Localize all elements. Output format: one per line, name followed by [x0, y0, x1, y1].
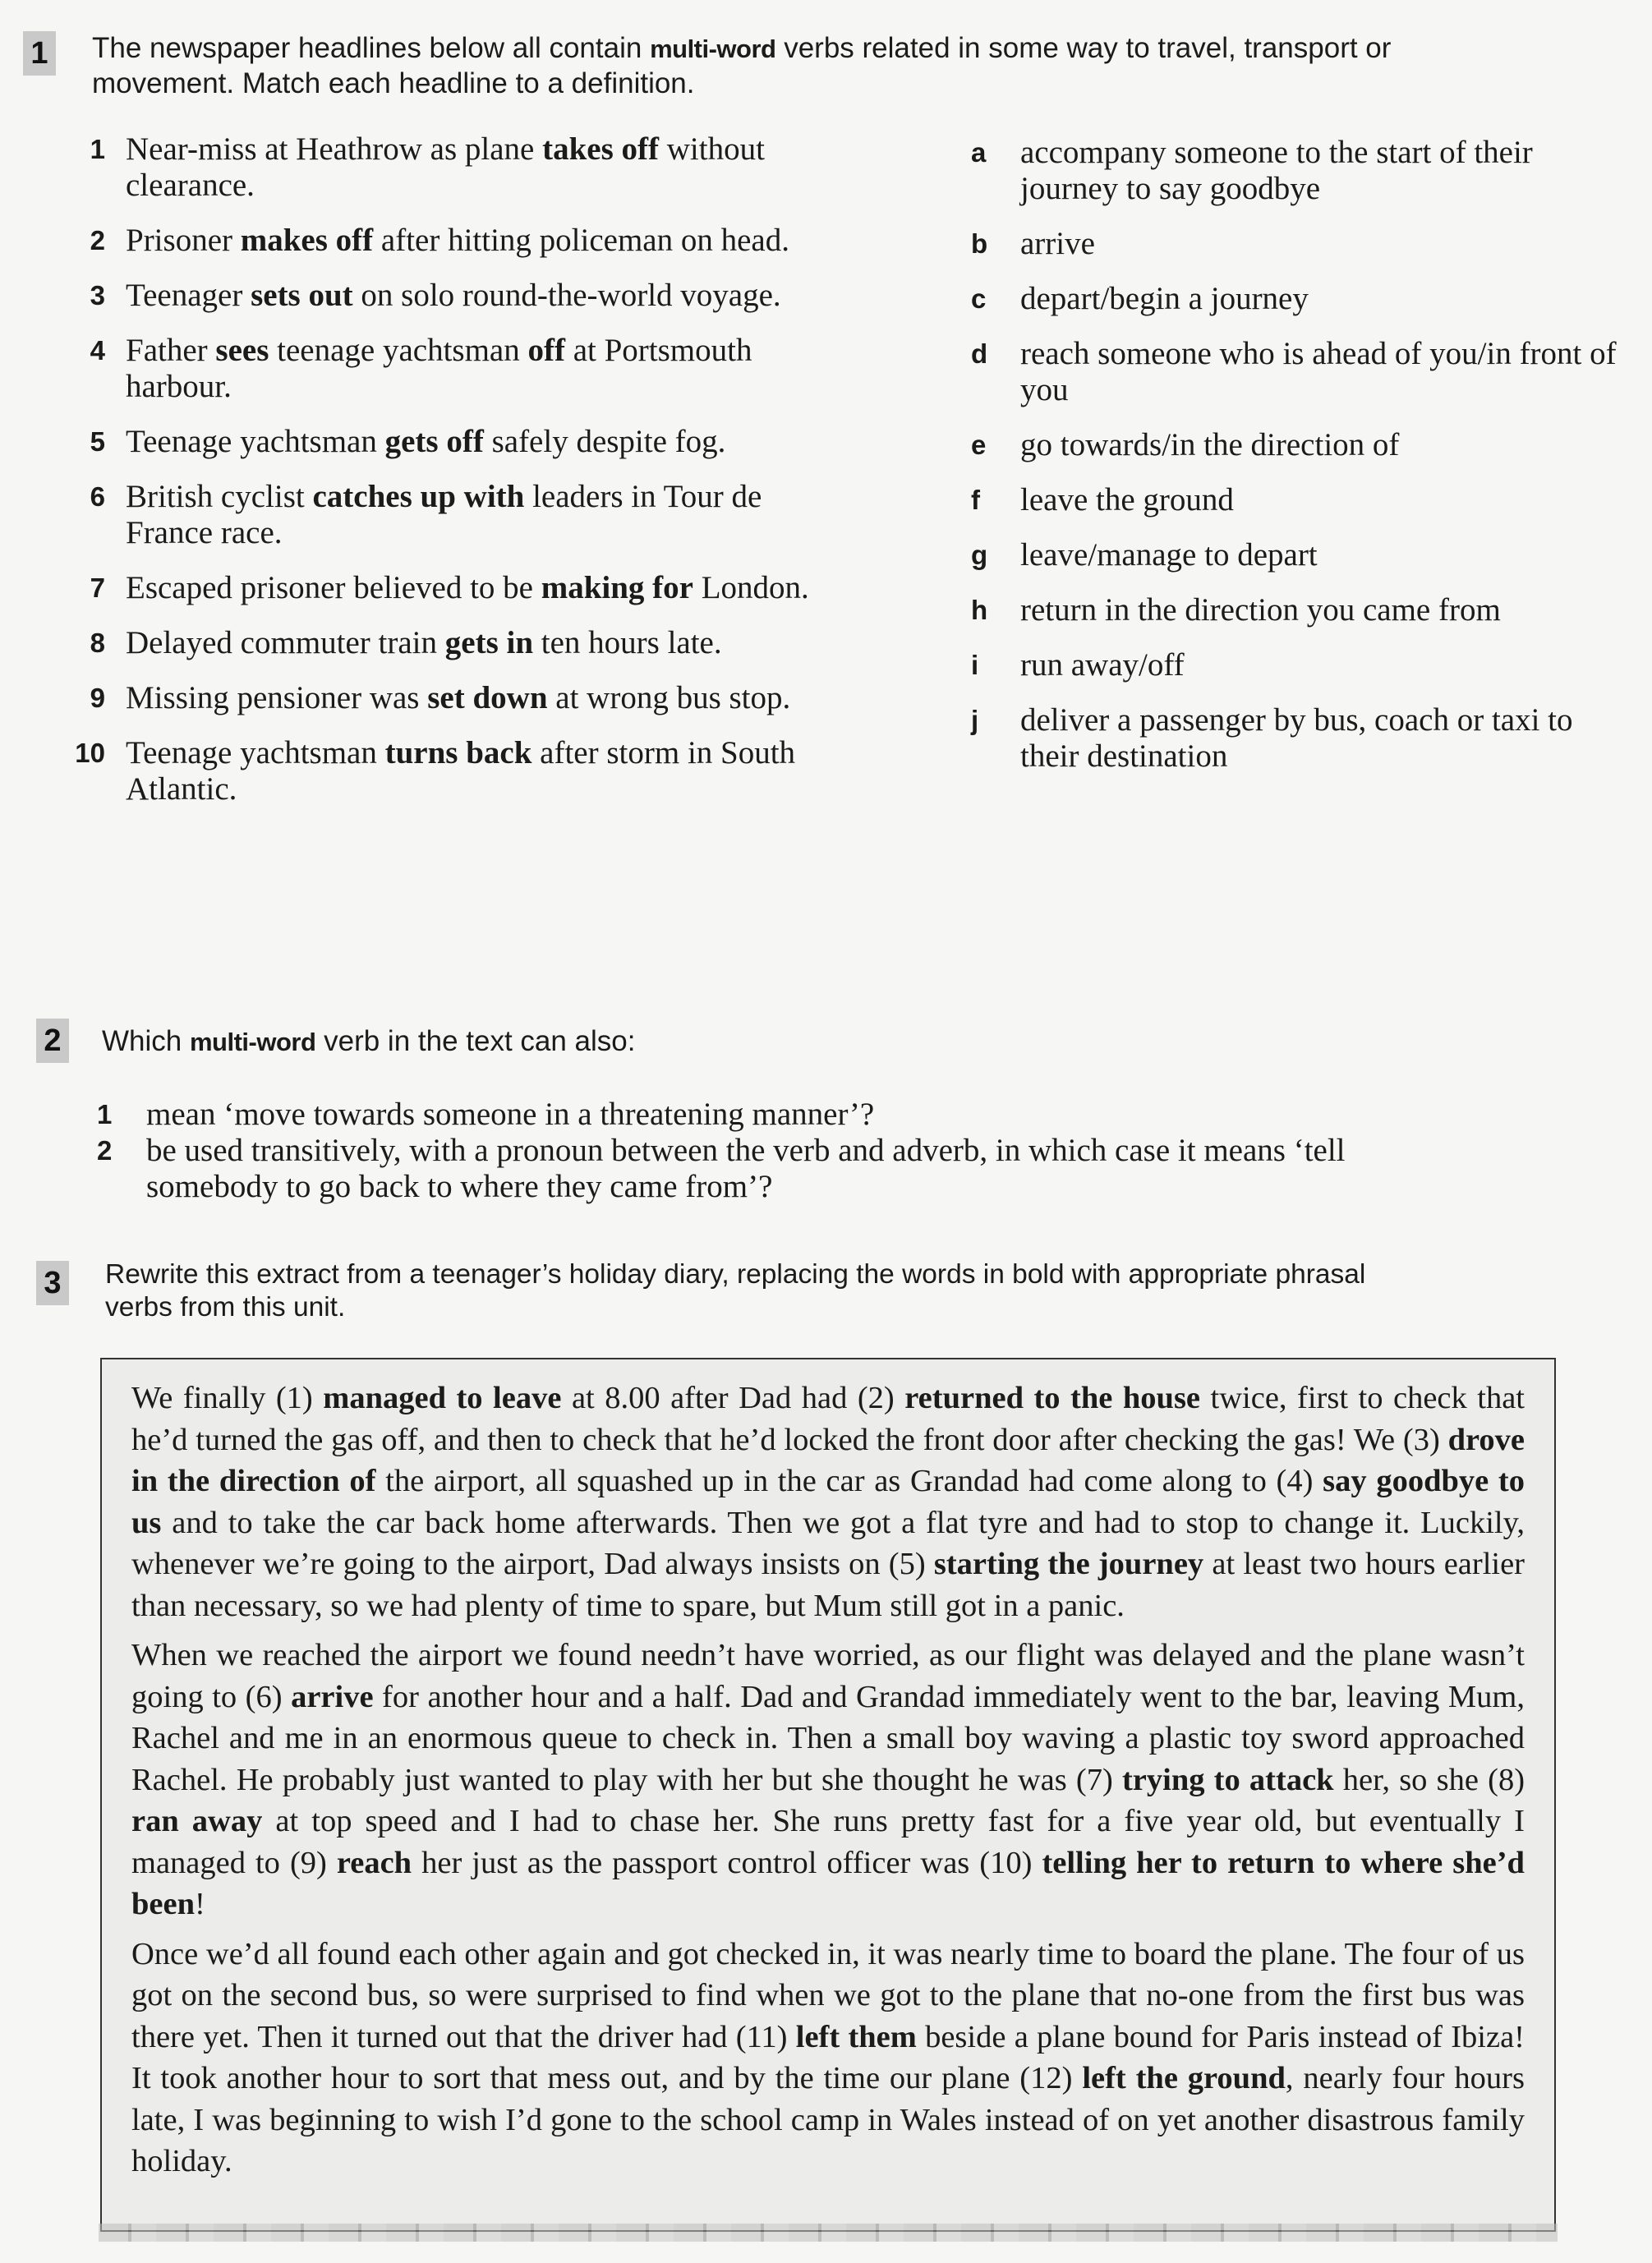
headline-verb: gets in — [444, 625, 534, 660]
definition-item — [971, 537, 1620, 573]
diary-bold-phrase: say goodbye to us — [131, 1464, 1525, 1540]
headline-text — [126, 625, 853, 661]
definition-text: return in the direction you came from — [1020, 592, 1501, 628]
diary-bold-phrase: reach — [336, 1845, 412, 1880]
definition-item — [971, 281, 1620, 317]
diary-text: the airport, all squashed up in the car as Grandad had come along to (4) — [375, 1464, 1323, 1498]
headline-number: 4 — [90, 335, 105, 366]
diary-text: at top speed and I had to chase her. She runs pretty fast for a five year old, but eventually I managed to (9) — [131, 1804, 1525, 1880]
headline-text-part: Teenage yachtsman — [126, 735, 385, 770]
exercise-3-instruction: Rewrite this extract from a teenager’s holiday diary, replacing the words in bold with appropriate phrasal verbs from this unit. — [105, 1259, 1366, 1322]
exercise-1-number: 1 — [23, 31, 56, 76]
question-text: be used transitively, with a pronoun between the verb and adverb, in which case it means ‘tell somebody to go back to where they came from’? — [146, 1133, 1346, 1204]
definition-text: arrive — [1020, 226, 1095, 261]
definition-letter: c — [971, 283, 987, 314]
headline-item — [64, 333, 853, 405]
diary-bold-phrase: left them — [795, 2019, 917, 2054]
diary-text: her just as the passport control officer was (10) — [412, 1845, 1042, 1880]
headline-text — [126, 278, 853, 314]
headline-number: 7 — [90, 573, 105, 603]
headline-list — [64, 131, 853, 826]
question-number: 1 — [97, 1099, 113, 1129]
headline-item — [64, 479, 853, 551]
definition-text: depart/begin a journey — [1020, 281, 1309, 316]
definition-text: reach someone who is ahead of you/in front of you — [1020, 336, 1617, 407]
headline-number: 1 — [90, 134, 105, 164]
exercise-2-instruction: Which multi-word verb in the text can also: — [102, 1025, 636, 1057]
headline-item — [64, 278, 853, 314]
question-number: 2 — [97, 1135, 113, 1166]
headline-text — [126, 735, 853, 807]
definition-letter: i — [971, 650, 979, 680]
headline-verb: takes off — [542, 131, 660, 167]
headline-text — [126, 223, 853, 259]
diary-text: for another hour and a half. Dad and Grandad immediately went to the bar, leaving Mum, Rachel and me in an enormous queue to check in. Then a small boy waving a plastic toy sword approached Rachel. He probably just wanted to play with her but she thought he was (7) — [131, 1679, 1525, 1797]
exercise-1-instruction: The newspaper headlines below all contain multi-word verbs related in some way to travel, transport or movement. Match each headline to a definition. — [92, 32, 1392, 99]
diary-text: ! — [195, 1887, 205, 1921]
definition-letter: h — [971, 595, 988, 625]
headline-text-part: at wrong bus stop. — [547, 680, 791, 715]
diary-extract-box — [100, 1358, 1556, 2232]
headline-number: 10 — [75, 738, 105, 768]
definition-text: leave/manage to depart — [1020, 537, 1318, 573]
headline-verb: makes off — [240, 223, 374, 258]
headline-number: 5 — [90, 426, 105, 457]
headline-verb: gets off — [384, 424, 484, 459]
diary-bold-phrase: starting the journey — [933, 1547, 1204, 1581]
headline-verb: making for — [541, 570, 693, 605]
diary-bold-phrase: arrive — [291, 1679, 374, 1714]
headline-text-part: Teenager — [126, 278, 251, 313]
headline-text-part: Missing pensioner was — [126, 680, 428, 715]
definition-item — [971, 135, 1620, 207]
question-text: mean ‘move towards someone in a threatening manner’? — [146, 1097, 875, 1132]
definition-letter: b — [971, 228, 988, 259]
diary-bold-phrase: returned to the house — [904, 1381, 1201, 1415]
headline-text-part: Delayed commuter train — [126, 625, 445, 660]
headline-item — [64, 570, 853, 606]
definition-item — [971, 336, 1620, 408]
diary-bold-phrase: telling her to return to where she’d been — [131, 1845, 1525, 1921]
headline-verb: sees — [215, 333, 269, 368]
headline-text-part: Escaped prisoner believed to be — [126, 570, 541, 605]
question-item — [97, 1097, 1346, 1133]
headline-text-part: without clearance. — [126, 131, 765, 203]
definition-item — [971, 647, 1620, 683]
diary-bold-phrase: trying to attack — [1121, 1762, 1334, 1797]
definition-text: accompany someone to the start of their journey to say goodbye — [1020, 135, 1533, 206]
definition-letter: j — [971, 705, 979, 735]
diary-text: We finally (1) — [131, 1381, 324, 1415]
diary-text: at 8.00 after Dad had (2) — [561, 1381, 905, 1415]
diary-bold-phrase: drove in the direction of — [131, 1422, 1525, 1498]
headline-text-part: Prisoner — [126, 223, 241, 258]
definition-letter: a — [971, 137, 987, 168]
headline-item — [64, 131, 853, 204]
headline-verb: turns back — [384, 735, 532, 770]
exercise-3-number: 3 — [36, 1261, 69, 1305]
diary-paragraph — [131, 1378, 1525, 1626]
diary-text: at least two hours earlier than necessary, so we had plenty of time to spare, but Mum still got in a panic. — [131, 1547, 1525, 1623]
headline-verb: set down — [427, 680, 548, 715]
diary-paragraph — [131, 1635, 1525, 1925]
headline-text-part: London. — [693, 570, 809, 605]
definition-text: run away/off — [1020, 647, 1185, 683]
definition-item — [971, 226, 1620, 262]
definition-letter: f — [971, 485, 980, 515]
diary-text: When we reached the airport we found needn’t have worried, as our flight was delayed and the plane wasn’t going to (6) — [131, 1638, 1525, 1714]
definition-text: go towards/in the direction of — [1020, 427, 1400, 462]
diary-text: , nearly four hours late, I was beginning to wish I’d gone to the school camp in Wales instead of on yet another disastrous family holiday. — [131, 2061, 1525, 2178]
headline-text-part: British cyclist — [126, 479, 313, 514]
diary-bold-phrase: ran away — [131, 1804, 263, 1838]
headline-text — [126, 333, 853, 405]
definition-item — [971, 427, 1620, 463]
headline-item — [64, 424, 853, 460]
headline-number: 9 — [90, 683, 105, 713]
headline-item — [64, 625, 853, 661]
headline-number: 3 — [90, 280, 105, 310]
diary-text: and to take the car back home afterwards. Then we got a flat tyre and had to stop to change it. Luckily, whenever we’re going to the airport, Dad always insists on (5) — [131, 1505, 1525, 1581]
definition-item — [971, 482, 1620, 518]
definition-letter: g — [971, 540, 988, 570]
headline-text — [126, 479, 853, 551]
diary-bold-phrase: left the ground — [1082, 2061, 1286, 2095]
definition-list — [971, 135, 1620, 793]
headline-text-part: after hitting policeman on head. — [373, 223, 789, 258]
definition-text: leave the ground — [1020, 482, 1234, 517]
exercise-2-questions — [97, 1097, 1346, 1205]
headline-text-part: Teenage yachtsman — [126, 424, 385, 459]
diary-text: her, so she (8) — [1333, 1762, 1525, 1797]
diary-bold-phrase: managed to leave — [323, 1381, 562, 1415]
headline-text — [126, 680, 853, 716]
headline-text — [126, 131, 853, 204]
headline-number: 8 — [90, 628, 105, 658]
headline-text-part: leaders in Tour de France race. — [126, 479, 762, 550]
headline-text-part: teenage yachtsman — [269, 333, 528, 368]
headline-number: 2 — [90, 225, 105, 255]
definition-letter: d — [971, 338, 988, 369]
headline-text-part: Father — [126, 333, 216, 368]
headline-text-part: on solo round-the-world voyage. — [352, 278, 781, 313]
definition-item — [971, 702, 1620, 775]
headline-item — [64, 735, 853, 807]
headline-number: 6 — [90, 481, 105, 512]
diary-text: beside a plane bound for Paris instead of Ibiza! It took another hour to sort that mess out, and by the time our plane (12) — [131, 2019, 1525, 2095]
headline-text-part: after storm in South Atlantic. — [126, 735, 796, 807]
definition-text: deliver a passenger by bus, coach or taxi to their destination — [1020, 702, 1573, 774]
diary-text: twice, first to check that he’d turned the gas off, and then to check that he’d locked the front door after checking the gas! We (3) — [131, 1381, 1525, 1457]
headline-text-part: safely despite fog. — [483, 424, 726, 459]
headline-text-part: at Portsmouth harbour. — [126, 333, 752, 404]
definition-letter: e — [971, 430, 987, 460]
definition-item — [971, 592, 1620, 628]
headline-verb: sets out — [251, 278, 353, 313]
headline-item — [64, 680, 853, 716]
headline-text-part: Near-miss at Heathrow as plane — [126, 131, 543, 167]
headline-verb-particle: off — [527, 333, 565, 368]
headline-text-part: ten hours late. — [533, 625, 722, 660]
exercise-2-number: 2 — [36, 1019, 69, 1063]
headline-text — [126, 570, 853, 606]
diary-paragraph — [131, 1934, 1525, 2183]
question-item — [97, 1133, 1346, 1205]
headline-verb: catches up with — [312, 479, 525, 514]
diary-text: Once we’d all found each other again and got checked in, it was nearly time to board the plane. The four of us got on the second bus, so were surprised to find when we got to the plane that no-one from the first bus was there yet. Then it turned out that the driver had (11) — [131, 1936, 1525, 2054]
headline-text — [126, 424, 853, 460]
headline-item — [64, 223, 853, 259]
